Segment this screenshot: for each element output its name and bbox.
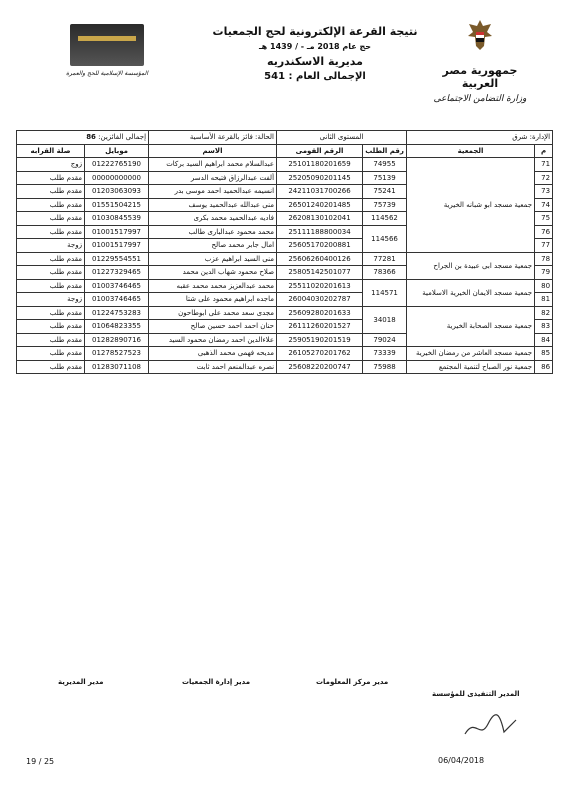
relation: مقدم طلب <box>17 225 85 239</box>
request-number: 75241 <box>363 185 407 199</box>
request-number: 74955 <box>363 158 407 172</box>
request-number: 78366 <box>363 266 407 280</box>
society-name: جمعية نور الصباح لتنمية المجتمع <box>407 360 535 374</box>
person-name: امال جابر محمد صالح <box>149 239 277 253</box>
print-date: 06/04/2018 <box>438 756 485 765</box>
ministry-logo <box>425 18 535 108</box>
person-name: حنان احمد احمد حسين صالح <box>149 320 277 334</box>
person-name: محمد عبدالعزيز محمد محمد عقبه <box>149 279 277 293</box>
row-index: 85 <box>535 347 553 361</box>
society-name: جمعية مسجد العاشر من رمضان الخيرية <box>407 347 535 361</box>
row-index: 81 <box>535 293 553 307</box>
relation: مقدم طلب <box>17 212 85 226</box>
row-index: 80 <box>535 279 553 293</box>
relation: مقدم طلب <box>17 320 85 334</box>
request-number: 114571 <box>363 279 407 306</box>
row-index: 86 <box>535 360 553 374</box>
col-national-id: الرقم القومى <box>277 144 363 158</box>
mobile-number: 01003746465 <box>85 293 149 307</box>
row-index: 78 <box>535 252 553 266</box>
mobile-number: 01227329465 <box>85 266 149 280</box>
national-id: 25905190201519 <box>277 333 363 347</box>
col-name: الاسم <box>149 144 277 158</box>
national-id: 25111188800034 <box>277 225 363 239</box>
request-number: 79024 <box>363 333 407 347</box>
person-name: ماجده ابراهيم محمود على شتا <box>149 293 277 307</box>
row-index: 82 <box>535 306 553 320</box>
request-number: 77281 <box>363 252 407 266</box>
national-id: 25205090201145 <box>277 171 363 185</box>
mobile-number: 01001517997 <box>85 225 149 239</box>
kaaba-icon <box>70 24 144 66</box>
national-id: 25101180201659 <box>277 158 363 172</box>
request-number: 34018 <box>363 306 407 333</box>
national-id: 26208130102041 <box>277 212 363 226</box>
sig-executive: المدير التنفيذى للمؤسسة <box>432 690 520 698</box>
national-id: 25605170200881 <box>277 239 363 253</box>
row-index: 79 <box>535 266 553 280</box>
ministry-country: جمهورية مصر العربية <box>442 64 518 90</box>
status-label: الحالة: <box>255 133 275 142</box>
relation: مقدم طلب <box>17 266 85 280</box>
row-index: 75 <box>535 212 553 226</box>
page-number: 19 / 25 <box>26 757 55 766</box>
signature-scribble <box>460 712 520 742</box>
row-index: 71 <box>535 158 553 172</box>
person-name: ألفت عبدالرزاق فتيحه الدسر <box>149 171 277 185</box>
row-index: 76 <box>535 225 553 239</box>
level-cell: المستوى الثانى <box>277 131 407 145</box>
society-name: جمعية مسجد الايمان الخيرية الاسلامية <box>407 279 535 306</box>
col-society: الجمعية <box>407 144 535 158</box>
relation: مقدم طلب <box>17 360 85 374</box>
person-name: صلاح محمود شهاب الدين محمد <box>149 266 277 280</box>
request-number: 73339 <box>363 347 407 361</box>
winners-cell <box>17 131 149 145</box>
col-relation: صلة القرابه <box>17 144 85 158</box>
table-row <box>17 158 553 172</box>
ministry-name: وزارة التضامن الاجتماعى <box>433 94 527 104</box>
row-index: 83 <box>535 320 553 334</box>
winners-value: 86 <box>86 133 96 142</box>
society-name: جمعية مسجد الصحابة الخيرية <box>407 306 535 347</box>
sig-directorate: مدير المديرية <box>58 678 104 686</box>
person-name: منى عبدالله عبدالحميد يوسف <box>149 198 277 212</box>
person-name: عبدالسلام محمد ابراهيم السيد بركات <box>149 158 277 172</box>
relation: مقدم طلب <box>17 198 85 212</box>
report-title: نتيجة القرعة الإلكترونية لحج الجمعيات <box>212 25 418 38</box>
status-cell <box>149 131 277 145</box>
national-id: 24211031700266 <box>277 185 363 199</box>
col-request: رقم الطلب <box>363 144 407 158</box>
mobile-number: 01203063093 <box>85 185 149 199</box>
request-number: 75739 <box>363 198 407 212</box>
national-id: 26501240201485 <box>277 198 363 212</box>
mobile-number: 01282890716 <box>85 333 149 347</box>
row-index: 73 <box>535 185 553 199</box>
relation: مقدم طلب <box>17 347 85 361</box>
grand-total <box>200 69 430 84</box>
mobile-number: 01229554551 <box>85 252 149 266</box>
national-id: 26105270201762 <box>277 347 363 361</box>
admin-cell <box>407 131 553 145</box>
national-id: 26111260201527 <box>277 320 363 334</box>
mobile-number: 01224753283 <box>85 306 149 320</box>
relation: مقدم طلب <box>17 306 85 320</box>
mobile-number: 01003746465 <box>85 279 149 293</box>
hajj-foundation-logo <box>52 24 162 86</box>
society-name: جمعية مسجد ابو شبانه الخيرية <box>407 158 535 253</box>
winners-label: إجمالى الفائزين: <box>98 133 147 142</box>
person-name: محمد محمود عبدالبارى طالب <box>149 225 277 239</box>
mobile-number: 01551504215 <box>85 198 149 212</box>
table-row <box>17 279 553 293</box>
request-number: 75988 <box>363 360 407 374</box>
person-name: نصره عبدالمنعم احمد ثابت <box>149 360 277 374</box>
logo-left-text: المؤسسة الإسلامية للحج والعمرة <box>65 70 149 77</box>
person-name: مديحه فهمى محمد الذهبى <box>149 347 277 361</box>
national-id: 25606260400126 <box>277 252 363 266</box>
sig-societies: مدير إدارة الجمعيات <box>182 678 251 686</box>
relation: زوجة <box>17 239 85 253</box>
person-name: علاءالدين احمد رمضان محمود السيد <box>149 333 277 347</box>
relation: مقدم طلب <box>17 279 85 293</box>
eagle-emblem-icon <box>465 18 495 52</box>
mobile-number: 01283071108 <box>85 360 149 374</box>
mobile-number: 01278527523 <box>85 347 149 361</box>
relation: مقدم طلب <box>17 171 85 185</box>
table-row <box>17 360 553 374</box>
person-name: انسيمه عبدالحميد احمد موسى بدر <box>149 185 277 199</box>
relation: زوجة <box>17 293 85 307</box>
grand-total-label: الإجمالى العام : <box>288 71 366 82</box>
relation: مقدم طلب <box>17 252 85 266</box>
status-value: فائز بالقرعة الأساسية <box>189 133 253 142</box>
table-row <box>17 306 553 320</box>
mobile-number: 01001517997 <box>85 239 149 253</box>
row-index: 72 <box>535 171 553 185</box>
mobile-number: 01222765190 <box>85 158 149 172</box>
table-header <box>17 144 553 158</box>
row-index: 77 <box>535 239 553 253</box>
mobile-number: 01030845539 <box>85 212 149 226</box>
report-subtitle: حج عام 2018 مـ - / 1439 هـ <box>258 42 372 51</box>
mobile-number: 00000000000 <box>85 171 149 185</box>
relation: زوج <box>17 158 85 172</box>
col-m: م <box>535 144 553 158</box>
request-number: 75139 <box>363 171 407 185</box>
national-id: 25511020201613 <box>277 279 363 293</box>
info-row <box>17 131 553 145</box>
request-number: 114566 <box>363 225 407 252</box>
admin-value: شرق <box>512 133 528 142</box>
grand-total-value: 541 <box>264 71 286 82</box>
national-id: 25609280201633 <box>277 306 363 320</box>
society-name: جمعية مسجد ابى عبيدة بن الجراح <box>407 252 535 279</box>
relation: مقدم طلب <box>17 333 85 347</box>
relation: مقدم طلب <box>17 185 85 199</box>
national-id: 26004030202787 <box>277 293 363 307</box>
person-name: مجدى سعد محمد على ابوطاحون <box>149 306 277 320</box>
person-name: فاديه عبدالحميد محمد بكرى <box>149 212 277 226</box>
row-index: 74 <box>535 198 553 212</box>
results-table <box>16 130 553 374</box>
admin-label: الإدارة: <box>529 133 551 142</box>
person-name: منى السيد ابراهيم عزب <box>149 252 277 266</box>
table-row <box>17 347 553 361</box>
row-index: 84 <box>535 333 553 347</box>
request-number: 114562 <box>363 212 407 226</box>
mobile-number: 01064823355 <box>85 320 149 334</box>
directorate-name: مديرية الاسكندريه <box>267 55 363 68</box>
col-mobile: موبايل <box>85 144 149 158</box>
sig-info-center: مدير مركز المعلومات <box>316 678 389 686</box>
table-row <box>17 252 553 266</box>
report-header <box>200 24 430 84</box>
national-id: 25608220200747 <box>277 360 363 374</box>
national-id: 25805142501077 <box>277 266 363 280</box>
